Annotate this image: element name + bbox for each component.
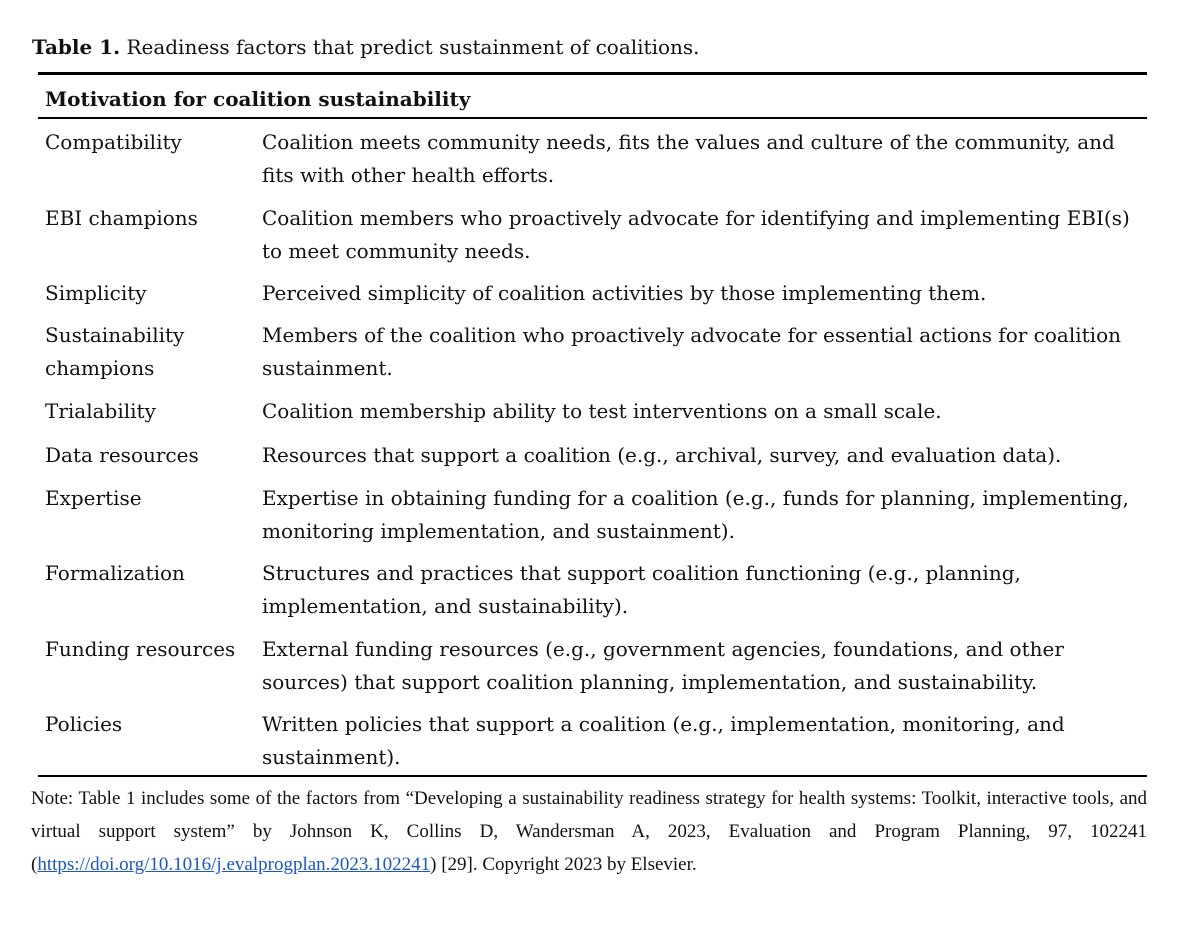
row-definition: Coalition meets community needs, fits the values and culture of the community, and fits with other health efforts. [262, 130, 1115, 187]
row-definition: Expertise in obtaining funding for a coalition (e.g., funds for planning, implementing, monitoring implementation, and sustainment). [262, 486, 1129, 543]
row-term: Funding resources [45, 637, 236, 661]
table-bottom-rule [38, 775, 1147, 777]
row-definition: Structures and practices that support coalition functioning (e.g., planning, implementation, and sustainability). [262, 561, 1021, 618]
row-term: EBI champions [45, 206, 198, 230]
row-term: Formalization [45, 561, 185, 585]
row-term: Data resources [45, 443, 199, 467]
row-definition: Coalition members who proactively advocate for identifying and implementing EBI(s) to meet community needs. [262, 206, 1130, 263]
section-header-rule [38, 117, 1147, 119]
table-caption-text: Readiness factors that predict sustainment of coalitions. [126, 35, 700, 59]
section-header: Motivation for coalition sustainability [45, 87, 471, 111]
row-definition: Written policies that support a coalition (e.g., implementation, monitoring, and sustainment). [262, 712, 1065, 769]
row-term: Policies [45, 712, 123, 736]
table-note [31, 782, 1147, 881]
row-definition: Members of the coalition who proactively advocate for essential actions for coalition sustainment. [262, 323, 1121, 380]
row-definition: Perceived simplicity of coalition activities by those implementing them. [262, 281, 987, 305]
row-term: Expertise [45, 486, 142, 510]
table-caption-label: Table 1. [32, 35, 121, 59]
table-caption [32, 33, 700, 61]
row-definition: Resources that support a coalition (e.g., archival, survey, and evaluation data). [262, 443, 1062, 467]
row-term: Trialability [45, 399, 156, 423]
note-text-before-link: Note: Table 1 includes some of the factors from “Developing a sustainability readiness strategy for health systems: Toolkit, interactive tools, and virtual support system” by Johnson K, Collins D, Wandersman A, 2023, Evaluation and Program Planning, 97, 102241 ( [31, 788, 1147, 875]
row-term: Simplicity [45, 281, 147, 305]
table-top-rule [38, 72, 1147, 75]
row-term: Sustainability champions [45, 323, 185, 380]
row-term: Compatibility [45, 130, 182, 154]
row-definition: Coalition membership ability to test interventions on a small scale. [262, 399, 942, 423]
doi-link[interactable]: https://doi.org/10.1016/j.evalprogplan.2023.102241 [37, 854, 431, 875]
row-definition: External funding resources (e.g., government agencies, foundations, and other sources) that support coalition planning, implementation, and sustainability. [262, 637, 1064, 694]
note-text-after-link: ) [29]. Copyright 2023 by Elsevier. [430, 854, 697, 875]
